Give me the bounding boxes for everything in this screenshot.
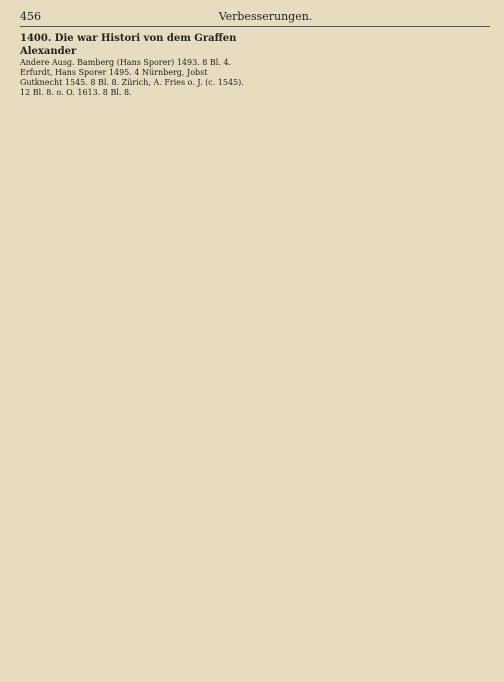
left-column: [20, 33, 249, 98]
page-header: [20, 10, 490, 27]
page: [20, 10, 490, 670]
right-column: [261, 33, 490, 98]
entry-body: Andere Ausg. Bamberg (Hans Sporer) 1493. 8 Bl. 4. Erfurdt, Hans Sporer 1495. 4 Nürnberg, Jobst Gutknecht 1545. 8 Bl. 8. Zürich, A. Fries o. J. (c. 1545). 12 Bl. 8. o. O. 1613. 8 Bl. 8.: [20, 58, 244, 97]
entry: [20, 33, 249, 98]
running-title: Verbesserungen.: [218, 10, 313, 23]
entry-title: 1400. Die war Histori von dem Graffen Alexander: [20, 33, 237, 57]
page-number: 456: [20, 10, 41, 23]
